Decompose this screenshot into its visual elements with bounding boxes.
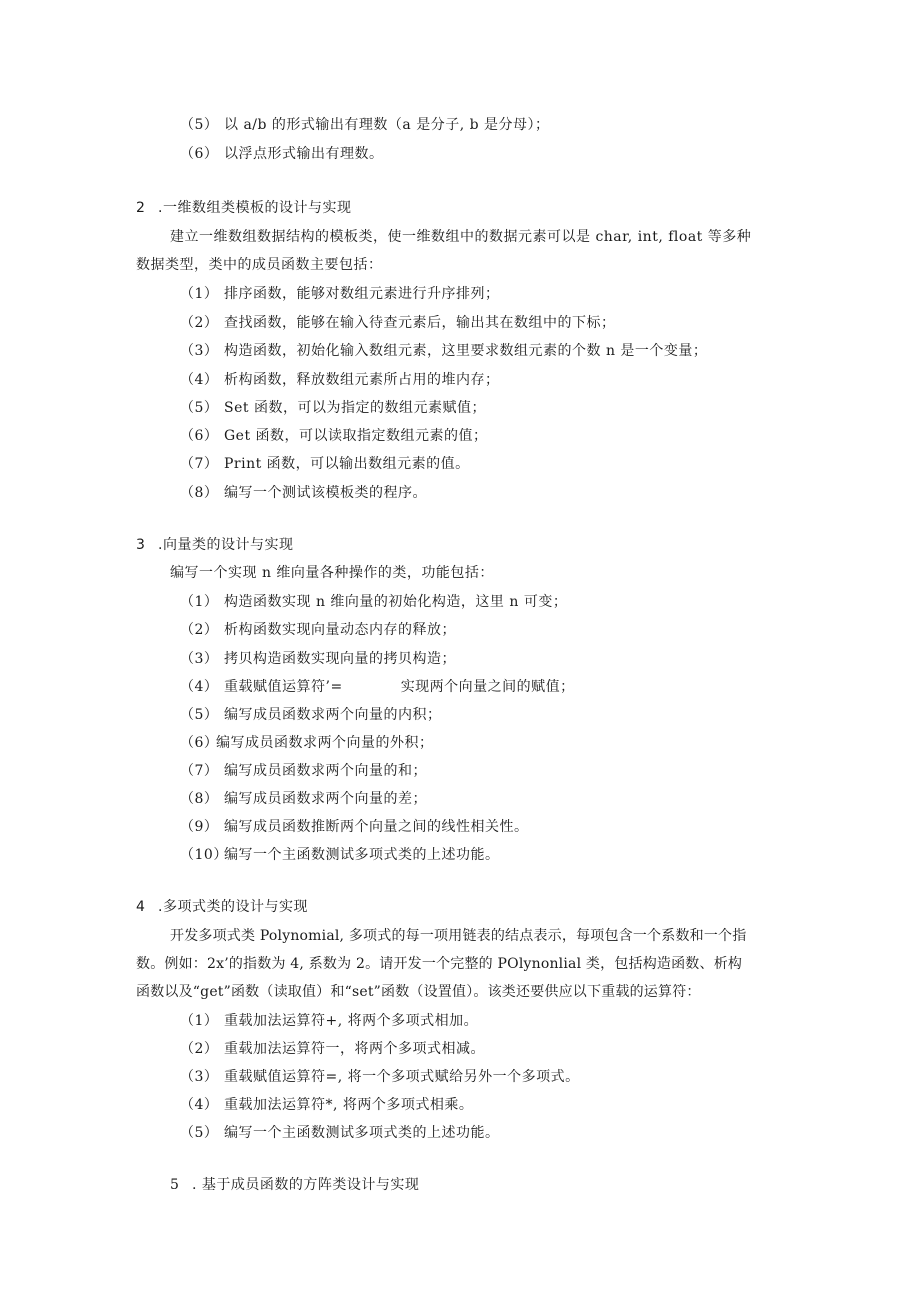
item-number: （7） [180,763,219,779]
list-item [180,1067,580,1087]
item-number: （3） [180,1069,219,1085]
item-number: （1） [180,1013,219,1029]
section-title: .向量类的设计与实现 [158,537,294,553]
item-number: （2） [180,622,219,638]
item-number: （4） [180,1097,219,1113]
item-text: 编写成员函数求两个向量的内积； [224,707,442,723]
item-number: （4） [180,679,219,695]
list-item [180,370,500,390]
item-number: （1） [180,286,219,302]
item-text: 编写一个主函数测试多项式类的上述功能。 [224,847,500,863]
item-number: （8） [180,791,219,807]
list-item [180,845,500,865]
list-item [180,426,488,446]
list-item [180,733,434,753]
item-text: 重载赋值运算符=, 将一个多项式赋给另外一个多项式。 [224,1069,580,1085]
list-item [180,341,707,361]
paragraph-line: 开发多项式类 Polynomial, 多项式的每一项用链表的结点表示，每项包含一个系数和一个指 [170,928,747,944]
list-item [180,620,456,640]
section-number: 5 [170,1177,180,1193]
item-number: （4） [180,372,219,388]
paragraph-line: 数。例如：2x’的指数为 4, 系数为 2。请开发一个完整的 POlynonlial 类，包括构造函数、析构 [136,956,743,972]
list-item [180,677,575,697]
section-title: . 基于成员函数的方阵类设计与实现 [192,1177,420,1193]
item-text: 拷贝构造函数实现向量的拷贝构造； [224,651,456,667]
section-heading [136,535,293,555]
item-number: （6） [180,146,219,162]
list-item [180,398,486,418]
item-text: Set 函数，可以为指定的数组元素赋值； [224,400,486,416]
list-item [180,483,427,503]
item-text: Get 函数，可以读取指定数组元素的值； [224,428,488,444]
item-text: 编写成员函数推断两个向量之间的线性相关性。 [224,819,529,835]
item-number: （2） [180,1041,219,1057]
item-number: （9） [180,819,219,835]
item-text: 以 a/b 的形式输出有理数（a 是分子, b 是分母）； [224,117,550,133]
item-text: 重载加法运算符一，将两个多项式相减。 [224,1041,485,1057]
item-number: （5） [180,400,219,416]
list-item [180,592,567,612]
paragraph-line: 函数以及“get”函数（读取值）和“set”函数（设置值）。该类还要供应以下重载的运算符： [136,984,701,1000]
list-item [180,817,529,837]
list-item [180,115,550,135]
item-text: 以浮点形式输出有理数。 [224,146,384,162]
item-number: （5） [180,117,219,133]
item-number: （10） [180,847,228,863]
section-heading [170,1175,419,1195]
item-text: 重载加法运算符*, 将两个多项式相乘。 [224,1097,474,1113]
section-title: .一维数组类模板的设计与实现 [158,200,352,216]
item-text: 析构函数，释放数组元素所占用的堆内存； [224,372,500,388]
item-text: 编写成员函数求两个向量的差； [224,791,427,807]
section-title: .多项式类的设计与实现 [158,899,308,915]
item-text: 重载赋值运算符’= [224,679,343,695]
item-number: （7） [180,456,219,472]
item-number: （5） [180,707,219,723]
list-item [180,705,442,725]
paragraph-line: 数据类型，类中的成员函数主要包括： [136,257,383,273]
list-item [180,649,456,669]
section-number: 3 [136,537,146,553]
item-text: 编写成员函数求两个向量的外积； [216,735,434,751]
item-text: 排序函数，能够对数组元素进行升序排列； [224,286,500,302]
list-item [180,1095,473,1115]
item-number: （1） [180,594,219,610]
item-number: （2） [180,315,219,331]
item-number: （6） [180,735,219,751]
list-item [180,284,500,304]
item-text: 析构函数实现向量动态内存的释放； [224,622,456,638]
item-number: （3） [180,651,219,667]
item-number: （6） [180,428,219,444]
list-item [180,1123,500,1143]
list-item [180,144,384,164]
item-text: 构造函数实现 n 维向量的初始化构造，这里 n 可变； [224,594,568,610]
item-text: 重载加法运算符+, 将两个多项式相加。 [224,1013,479,1029]
item-text: 编写成员函数求两个向量的和； [224,763,427,779]
item-text-continued: 实现两个向量之间的赋值； [400,679,575,695]
section-heading [136,897,308,917]
item-number: （3） [180,343,219,359]
section-heading [136,198,351,218]
item-text: 构造函数，初始化输入数组元素，这里要求数组元素的个数 n 是一个变量； [224,343,708,359]
paragraph-line: 编写一个实现 n 维向量各种操作的类，功能包括： [170,565,494,581]
item-number: （8） [180,485,219,501]
item-text: 查找函数，能够在输入待查元素后，输出其在数组中的下标； [224,315,616,331]
list-item [180,1011,478,1031]
list-item [180,789,427,809]
list-item [180,761,427,781]
paragraph-line: 建立一维数组数据结构的模板类，使一维数组中的数据元素可以是 char, int, float 等多种 [170,229,752,245]
list-item [180,1039,485,1059]
section-number: 4 [136,899,146,915]
item-text: 编写一个主函数测试多项式类的上述功能。 [224,1125,500,1141]
item-text: 编写一个测试该模板类的程序。 [224,485,427,501]
item-number: （5） [180,1125,219,1141]
section-number: 2 [136,200,146,216]
list-item [180,454,470,474]
list-item [180,313,616,333]
item-text: Print 函数，可以输出数组元素的值。 [224,456,470,472]
